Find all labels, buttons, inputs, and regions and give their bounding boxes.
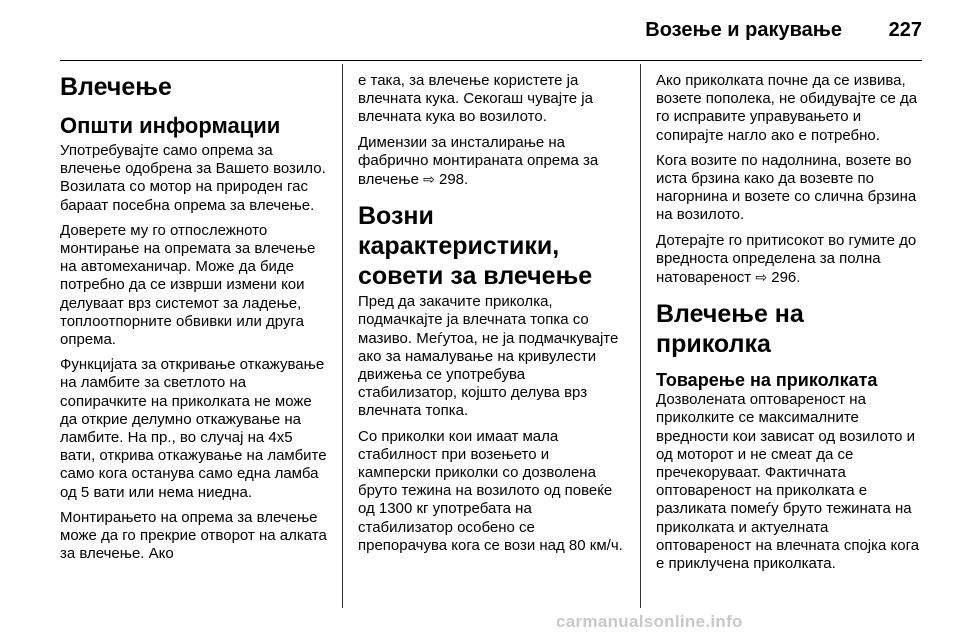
- section-heading-trailer-towing: Влечење на приколка: [656, 300, 804, 359]
- paragraph: Монтирањето на опрема за влечење може да го прекрие отворот на алката за влечење. Ако: [60, 508, 327, 563]
- paragraph: Функцијата за откривање откажување на ламбите за светлото на сопирачките на приколката не може да открие делумно откажување на ламбите. На пр., во случај на 4x5 вати, открива откажување на ламбите само кога останува само една ламба од 5 вати или нема ниедна.: [60, 356, 327, 501]
- paragraph: Пред да закачите приколка, подмачкајте ја влечната топка со мазиво. Меѓутоа, не ја подмачкувајте ако за намалување на кривулести движења се употребува стабилизатор, којшто делува врз влечната топка.: [358, 293, 619, 420]
- paragraph: е така, за влечење користете ја влечната кука. Секогаш чувајте ја влечната кука во возилото.: [358, 72, 593, 126]
- paragraph-text: Дотерајте го притисокот во гумите до вредноста определена за полна натовареност: [656, 231, 917, 287]
- page-reference-link[interactable]: 298.: [439, 171, 469, 189]
- column-divider-2: [640, 64, 641, 608]
- page-number: 227: [888, 19, 922, 41]
- section-heading-driving: Возни карактеристики, совети за влечење: [358, 202, 593, 291]
- column-divider-1: [342, 64, 343, 608]
- watermark: carmanualsonline.info: [556, 612, 743, 631]
- page-reference-icon: ⇨: [755, 269, 768, 286]
- column-1: [60, 72, 328, 612]
- paragraph: Доверете му го отпослежното монтирање на опремата за влечење на автомеханичар. Може да биде потребно да се изврши измени кои делуваат врз системот за ладење, топлоотпорните обвивки или друга опрема.: [60, 221, 316, 349]
- paragraph: Кога возите по надолнина, возете во иста брзина како да возевте по нагорнина и возете со слична брзина на возилото.: [656, 151, 917, 224]
- paragraph: Ако приколката почне да се извива, возете пополека, не обидувајте се да го исправите управувањето и сопирајте нагло ако е потребно.: [656, 72, 918, 144]
- paragraph-with-reference: [656, 232, 924, 288]
- chapter-heading: Влечење: [60, 73, 172, 101]
- page-reference-icon: ⇨: [423, 171, 435, 188]
- subsection-heading-trailer-loading: Товарење на приколката: [656, 370, 878, 391]
- section-heading-general: Општи информации: [60, 113, 281, 138]
- paragraph-text: Димензии за инсталирање на фабрично монтираната опрема за влечење: [358, 133, 599, 189]
- column-3: [656, 72, 924, 612]
- paragraph: Со приколки кои имаат мала стабилност при возењето и камперски приколки со дозволена бруто тежина на возилото од повеќе од 1300 кг употребата на стабилизатор особено се препорачува кога се вози над 80 км/ч.: [358, 427, 623, 554]
- header-divider: [60, 60, 922, 61]
- paragraph: Употребувајте само опрема за влечење одобрена за Вашето возило. Возилата со мотор на природен гас бараат посебна опрема за влечење.: [60, 142, 326, 214]
- section-title: Возење и ракување: [645, 19, 842, 41]
- paragraph-with-reference: [358, 134, 626, 190]
- page-reference-link[interactable]: 296.: [771, 269, 801, 287]
- paragraph: Дозволената оптовареност на приколките се максималните вредности кои зависат од возилото и од моторот и не смеат да се пречекоруваат. Фактичната оптовареност на приколката е разликата помеѓу бруто тежината на приколката и актуелната оптовареност на влечната спојка кога е приклучена приколката.: [656, 391, 920, 573]
- column-2: [358, 72, 626, 612]
